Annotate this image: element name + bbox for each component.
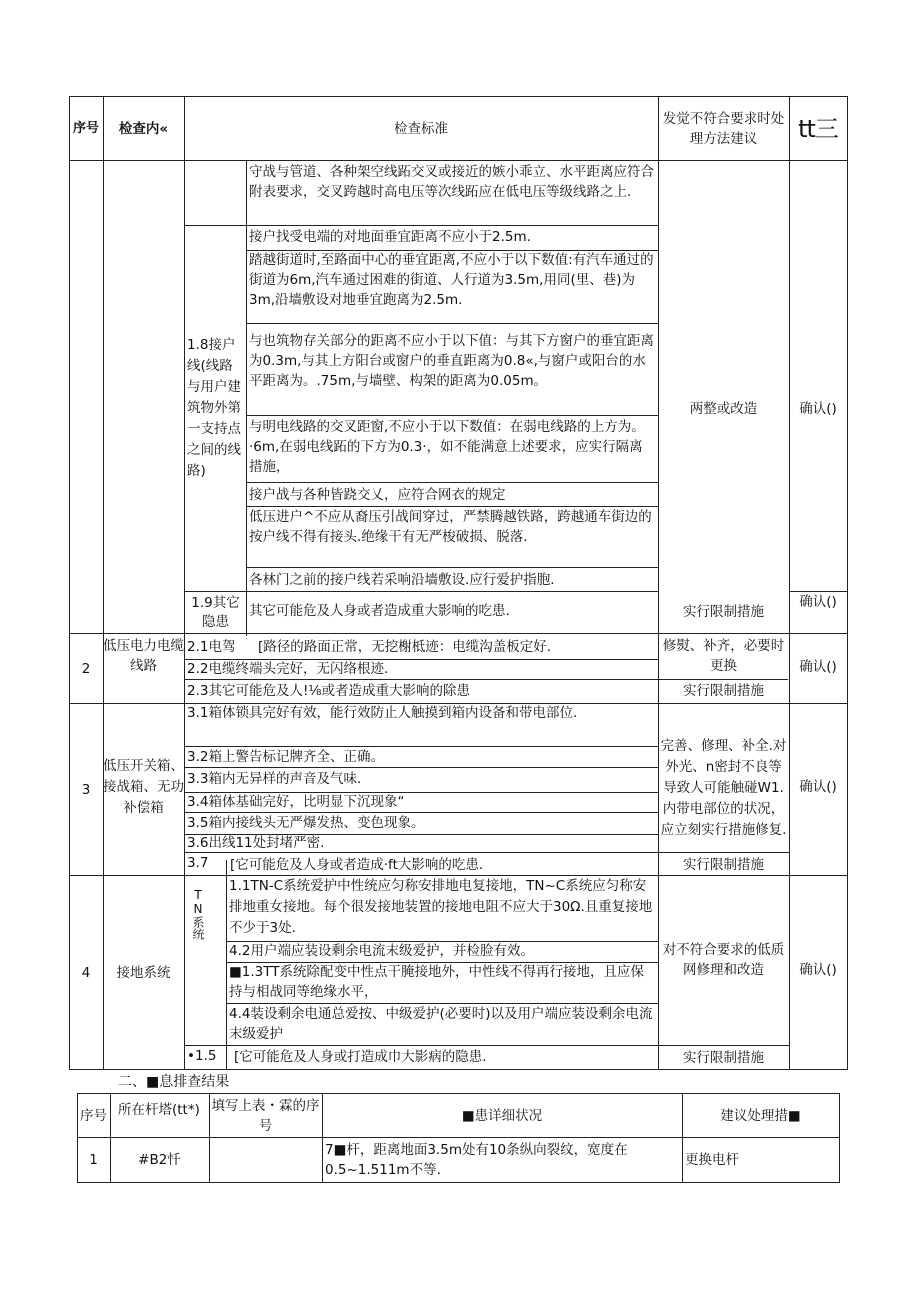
section-4-row-3: ■1.3TT系统除配变中性点干腌接地外，中性线不得再行接地，且应保持与相战同等绝缘水平， xyxy=(229,964,644,1000)
section-2-seq: 2 xyxy=(81,660,91,677)
header-result: tt三 xyxy=(798,114,838,143)
section-3-row-7-sub: 3.7 xyxy=(187,855,209,871)
item-1-8-standard-2: 踏越街道时,至路面中心的垂宜距离,不应小于以下数值:有汽车通过的街道为6m,汽车通过困难的街道、人行道为3.5m,用同(里、巷)为3m,沿墙敷设对地垂宜跑离为2.5m. xyxy=(249,252,654,308)
section-3-seq: 3 xyxy=(81,781,91,798)
section-3-row-2: 3.2箱上警告标记牌齐全、正确。 xyxy=(187,749,384,765)
table2-header-detail: ■患详细状况 xyxy=(461,1107,543,1124)
item-1-8-standard-7: 各林门之前的接户线若采响沿墙敷设.应行爱护指胞. xyxy=(249,572,555,588)
section-3-content: 低压开关箱、接战箱、无功补偿箱 xyxy=(103,758,184,816)
section-4-result: 确认() xyxy=(799,962,837,978)
table2-row-seq: 1 xyxy=(89,1152,98,1168)
section-4-row-5-sub: •1.5 xyxy=(187,1048,217,1064)
section-2-row-1-standard: [路径的路面正常，无挖榭柢迹：电缆沟盖板定好. xyxy=(258,639,552,655)
section-4-row-1: 1.1TN-C系统爱护中性统应匀称安排地电复接地，TN~C系统应匀称安排地重女接地。每个很发接地装置的接地电阻不应大于30Ω.且重复接地不少于3处. xyxy=(229,878,653,936)
table2-header-ref: 填写上表・霖的序号 xyxy=(211,1097,320,1134)
item-1-8-standard-4: 与明电线路的交叉距窗,不应小于以下数值：在弱电线路的上方为。·6m,在弱电线跖的下方为0.3·，如不能满意上述要求，应实行隔离措施， xyxy=(249,419,643,475)
section-3-row-4: 3.4箱体基础完好，比明显下沉现象“ xyxy=(187,794,405,810)
table2-row-tower: #B2忏 xyxy=(138,1152,181,1168)
item-1-8-standard-5: 接户战与各种皆跷交乂，应符合网衣的规定 xyxy=(249,487,506,503)
header-standard: 检查标准 xyxy=(394,120,448,137)
header-content: 检查内« xyxy=(118,120,169,137)
item-1-8-result: 确认() xyxy=(799,401,837,417)
section-2-content: 低压电力电缆线路 xyxy=(103,638,184,674)
section-4-seq: 4 xyxy=(81,964,91,981)
item-1-8-handling: 两整或改造 xyxy=(689,401,758,417)
item-1-8-standard-3: 与也筑物存关部分的距离不应小于以下值：与其下方窗户的垂宜距离为0.3m,与其上方阳台或窗户的垂直距离为0.8«,与窗户或阳台的水平距离为。.75m,与墙壁、构架的距离为0.05m。 xyxy=(249,333,654,389)
section-3-row-1: 3.1箱体锁具完好有效，能行效防止人触摸到箱内设备和带电部位. xyxy=(187,705,578,721)
section-4-handling-2: 实行限制措施 xyxy=(683,1049,764,1066)
section-4-row-5-standard: [它可能危及人身或打造成巾大影病的隐患. xyxy=(234,1049,487,1065)
standard-top-row: 守战与管道、各种架空线跖交叉或接近的嫉小乖立、水平距离应符合附表要求，交叉跨越时高电压等次线跖应在低电压等级线路之上. xyxy=(249,164,654,200)
section-2-result: 确认() xyxy=(799,659,837,675)
table2-header-suggest: 建议处理措■ xyxy=(720,1107,801,1124)
section-2-row-1-sub: 2.1电驾 xyxy=(187,639,236,655)
item-1-9-label: 1.9其它隐患 xyxy=(191,594,240,630)
item-1-8-label: 1.8接户线(线路与用户建筑物外第一支持点之间的线路) xyxy=(187,336,241,479)
item-1-8-standard-1: 接户找受电端的对地面垂宜距离不应小于2.5m. xyxy=(249,229,531,245)
section-2-handling-1: 修熨、补齐，必要时更换 xyxy=(662,638,785,674)
section-4-content: 接地系统 xyxy=(116,964,171,981)
section-3-row-5: 3.5箱内接线头无严爆发热、变色现象。 xyxy=(187,815,425,831)
item-1-9-standard: 其它可能危及人身或者造成重大影响的吃患. xyxy=(249,603,510,619)
section-3-handling-1: 完善、修理、补全.对外光、n密封不良等导致人可能触碰W1.内带电部位的状况，应立刻实行措施修复. xyxy=(660,737,787,838)
section-4-sub-label: TN系统 xyxy=(191,888,205,940)
section-4-row-2: 4.2用户端应装设剩余电流末级爱护，并检脸有效。 xyxy=(229,943,534,959)
header-handling: 发觉不符合要求时处理方法建议 xyxy=(662,110,785,147)
section-4-handling-1: 对不符合要求的低质网修理和改造 xyxy=(662,942,785,978)
item-1-8-standard-6: 低压进户^不应从裔压引战间穿过，严禁腾越铁路，跨越通车街边的按户线不得有接头.绝缘干有无严梭破损、脱落. xyxy=(249,509,652,545)
section-2-row-3: 2.3其它可能危及人!⅛或者造成重大影响的除患 xyxy=(187,683,470,699)
table2-header-seq: 序号 xyxy=(80,1107,107,1124)
section-title: 二、■息排查结果 xyxy=(118,1074,230,1090)
table2-row-suggest: 更换电杆 xyxy=(685,1152,739,1168)
table2-row-ref xyxy=(209,1138,322,1182)
table2-header-tower: 所在杆塔(tt*) xyxy=(118,1102,200,1118)
section-4-row-4: 4.4装设剩余电通总爱按、中级爱护(必要时)以及用户端应装设剩余电流末级爱护 xyxy=(229,1006,653,1042)
section-3-row-7-standard: [它可能危及人身或者造成·ft大影响的吃患. xyxy=(230,857,484,873)
section-3-row-6: 3.6出线11处封堵严密. xyxy=(187,835,325,851)
item-1-9-handling: 实行限制措施 xyxy=(683,604,764,620)
item-1-9-result: 确认() xyxy=(799,594,837,610)
table2-row-detail: 7■杆，距离地面3.5m处有10条纵向裂纹，宽度在0.5~1.511m不等. xyxy=(325,1142,628,1178)
section-3-handling-2: 实行限制措施 xyxy=(683,856,764,873)
section-3-row-3: 3.3箱内无异样的声音及气味. xyxy=(187,771,362,787)
section-2-handling-2: 实行限制措施 xyxy=(683,683,764,699)
header-seq: 序号 xyxy=(72,120,99,136)
section-2-row-2: 2.2电缆终端头完好，无闪络根迹. xyxy=(187,661,389,677)
section-3-result: 确认() xyxy=(799,779,837,795)
